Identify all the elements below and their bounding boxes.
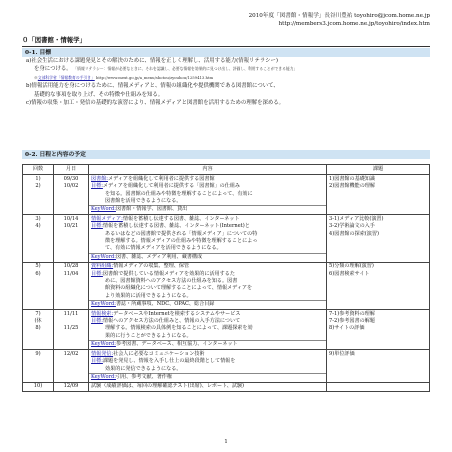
task-item: 1)図書館の基礎知識: [329, 175, 375, 182]
content-text: メディアを組織化して利用者に提供する「図書館」の仕組み: [102, 183, 241, 190]
content-line: [91, 285, 324, 292]
session-no: 1): [35, 175, 41, 182]
content-line: [91, 358, 324, 365]
content-text: 書誌・所蔵事項、NDC、OPAC、総合目録: [115, 301, 215, 308]
session-no: (休: [34, 318, 42, 325]
session-date: 10/21: [63, 223, 79, 230]
content-text: 図書館で提供している情報メディアを効果的に活用するた: [102, 270, 235, 277]
session-date: 10/14: [63, 215, 79, 222]
content-line: [89, 373, 326, 381]
session-task-cell: [327, 175, 430, 215]
col-header-task: 課題: [327, 165, 430, 175]
content-text: 社会人に必要なコミュニケーション技術: [113, 350, 205, 357]
content-text: を知る。図書館の仕組みや特徴を理解することによって、有効に: [105, 190, 253, 197]
content-text: 徴を理解する。情報メディアの仕組みや特徴を理解することによっ: [105, 237, 258, 244]
session-no: 6): [35, 270, 41, 277]
content-line: [91, 325, 324, 332]
section-heading-goals: 0-1. 目標: [22, 48, 430, 57]
content-text: 果的に行うことができるようになる。: [105, 332, 192, 339]
session-no: 5): [35, 263, 41, 270]
goal-a-text: を身につける。: [34, 66, 72, 73]
content-label: KeyWord:: [91, 253, 116, 260]
session-task-cell: [327, 310, 430, 350]
session-content-cell: [89, 215, 327, 262]
schedule-row: [23, 175, 430, 215]
col-header-date: 月日: [54, 165, 89, 175]
goal-b-line2: 基礎的な事項を取り上げ、その特徴や仕組みを知る。: [34, 91, 164, 98]
session-content-cell: [89, 175, 327, 215]
content-label: 情報発信:: [91, 350, 114, 357]
schedule-row: [23, 310, 430, 350]
goals-block: [26, 57, 430, 107]
content-label: 情報メディア:: [91, 215, 123, 222]
content-line: [89, 300, 326, 308]
content-text: より効果的に活用できるようになる。: [105, 292, 192, 299]
session-content-cell: [89, 262, 327, 309]
content-line: [91, 231, 324, 238]
goal-c-line1: c)情報の収集・加工・発信の基礎的な演習により、情報メディアと図書館を活用するための理解を深める。: [26, 99, 285, 106]
session-task-cell: [327, 350, 430, 383]
page-number: 1: [224, 439, 228, 445]
content-label: KeyWord:: [91, 373, 116, 380]
schedule-row: [23, 382, 430, 392]
task-item: 3-2)学術論文の入手: [329, 223, 375, 230]
session-task-cell: [327, 262, 430, 309]
content-line: [91, 311, 324, 318]
content-line: [89, 253, 326, 261]
mext-guide-link[interactable]: 文部科学省「情報教育の手引き」: [37, 74, 95, 80]
content-line: [91, 271, 324, 278]
task-item: 3-1)メディア比較(演習): [329, 215, 384, 222]
session-task-cell: [327, 382, 430, 392]
session-task-cell: [327, 215, 430, 262]
content-line: [91, 223, 324, 230]
content-text: 情報を蓄積し伝達する図書、雑誌、インターネット(Internet)と: [102, 223, 250, 230]
goal-a-line2: [26, 65, 430, 73]
content-line: [89, 340, 326, 348]
page-header: [249, 12, 430, 29]
content-text: あるいはなどの図書館で提供される「情報メディア」についての特: [105, 230, 258, 237]
content-text: 図書館を活用できるようになる。: [105, 197, 182, 204]
content-line: [91, 383, 324, 390]
schedule-header-row: [23, 165, 430, 175]
session-date-cell: [54, 175, 89, 215]
header-url-line[interactable]: http://members3.jcom.home.ne.jp/toyohiro/index.htm: [278, 21, 430, 28]
session-date: 10/28: [63, 263, 79, 270]
content-line: [91, 245, 324, 252]
session-no-cell: [23, 382, 54, 392]
content-text: 課題を発見し、情報を入手し仕上の最終段階として情報を: [102, 358, 236, 365]
session-date: [56, 318, 86, 325]
content-line: [91, 263, 324, 270]
session-no-cell: [23, 175, 54, 215]
goal-a-line1: a)社会生活における課題発見とその解決のために、情報を正しく理解し、活用する能力(情報リテラシー): [26, 58, 278, 64]
content-label: KeyWord:: [91, 341, 116, 348]
session-content-cell: [89, 382, 327, 392]
session-date-cell: [54, 382, 89, 392]
session-no: 8): [35, 325, 41, 332]
schedule-table: [22, 164, 430, 392]
content-label: 目標:: [91, 358, 103, 365]
content-text: めに、図書館資料へのアクセス方法の仕組みを知る。図書: [105, 278, 238, 285]
session-date-cell: [54, 310, 89, 350]
task-item: 2)図書館機能の理解: [329, 183, 375, 190]
content-text: 理解する。情報検索の具体例を知ることによって、課題探索を効: [105, 325, 253, 332]
session-no: 2): [35, 183, 41, 190]
schedule-row: [23, 262, 430, 309]
content-text: メディアを組織化して利用者に提供する図書館: [108, 175, 215, 182]
goal-b-line1: b)情報活用能力を身につけるために、情報メディアと、情報の組織化や提供機関である図書館について、: [26, 83, 279, 90]
content-label: 目標:: [91, 270, 103, 277]
content-label: 目標:: [91, 183, 103, 190]
session-no-cell: [23, 262, 54, 309]
content-line: [91, 191, 324, 198]
schedule-row: [23, 350, 430, 383]
session-date: 09/30: [63, 175, 79, 182]
content-text: 情報を蓄積し伝達する図書、雑誌、インターネット: [122, 215, 240, 222]
content-text: データベースやInternetを検索するシステムやサービス: [113, 310, 241, 317]
task-item: 5)分類の理解(演習): [329, 263, 374, 270]
session-no-cell: [23, 310, 54, 350]
session-no: 10): [33, 383, 43, 390]
content-line: [91, 333, 324, 340]
content-text: 試験（成績評価は、毎回の理解確認テスト(出席)、レポート、試験): [91, 383, 245, 390]
content-line: [89, 205, 326, 213]
session-date: 11/11: [63, 310, 79, 317]
session-date: 10/02: [63, 183, 79, 190]
mext-guide-url[interactable]: http://www.mext.go.jp/a_menu/shotou/zyouhou/1259413.htm: [95, 74, 214, 80]
task-item: 7-1)参考資料の理解: [329, 310, 375, 317]
content-text: 効果的に発信できるようになる。: [105, 365, 182, 372]
content-label: KeyWord:: [91, 301, 116, 308]
content-text: 情報メディアの収集、整理、保管: [113, 263, 190, 270]
session-no: 7): [35, 310, 41, 317]
task-item: 9)単位評価: [329, 350, 355, 357]
task-item: 6)図書検索サイト: [329, 270, 370, 277]
content-label: 資料組織:: [91, 263, 114, 270]
content-text: 情報へのアクセス方法の仕組みと、情報の入手方法について: [102, 318, 241, 325]
task-item: 4)図書館の探索(演習): [329, 230, 379, 237]
session-date-cell: [54, 215, 89, 262]
content-text: 図書館・情報学、図書館、貸出: [115, 206, 188, 213]
session-no: 9): [35, 350, 41, 357]
session-date: 11/04: [63, 270, 79, 277]
content-label: 図書館:: [91, 175, 108, 182]
content-text: 図書、雑誌、メディア利用、蔵書構成: [115, 253, 203, 260]
session-date: 12/02: [63, 350, 79, 357]
content-label: 目標:: [91, 318, 103, 325]
content-line: [91, 198, 324, 205]
session-no: 4): [35, 223, 41, 230]
session-no: 3): [35, 215, 41, 222]
col-header-no: 回数: [23, 165, 54, 175]
col-header-content: 内容: [89, 165, 327, 175]
section-heading-schedule: 0-2. 日程と内容の予定: [22, 150, 430, 159]
content-label: 目標:: [91, 223, 103, 230]
content-label: 情報検索:: [91, 310, 114, 317]
task-item: 7-2)参考図書の解題: [329, 318, 375, 325]
task-item: 8)サイトの評価: [329, 325, 365, 332]
session-date-cell: [54, 350, 89, 383]
header-course-line: 2010年度「図書館・情報学」長谷川豊祐 toyohiro@jcom.home.ne.jp: [248, 13, 430, 19]
session-date: 12/09: [63, 383, 79, 390]
content-text: 引用、参考文献、著作権: [115, 373, 172, 380]
document-title: ０「図書館・情報学」: [22, 36, 430, 47]
info-literacy-note: 「情報リテラシー：情報が必要なときに、それを認識し、必要な情報を効果的に見つけ出し、評価し、利用することができる能力」: [73, 66, 298, 72]
session-no-cell: [23, 350, 54, 383]
content-text: 参考図書、データベース、相互協力、インターネット: [115, 341, 238, 348]
content-label: KeyWord:: [91, 206, 116, 213]
content-line: [91, 366, 324, 373]
content-text: 館資料の組織化について理解することによって、情報メディアを: [105, 285, 253, 292]
session-date-cell: [54, 262, 89, 309]
content-line: [91, 293, 324, 300]
content-line: [91, 183, 324, 190]
session-date: 11/25: [63, 325, 79, 332]
session-no-cell: [23, 215, 54, 262]
goal-a-line3: ※文部科学省「情報教育の手引き」 http://www.mext.go.jp/a_menu/shotou/zyouhou/1259413.htm: [34, 74, 214, 80]
content-text: て、有効に情報メディアを活用できるようになる。: [105, 245, 222, 252]
session-content-cell: [89, 350, 327, 383]
session-content-cell: [89, 310, 327, 350]
schedule-row: [23, 215, 430, 262]
